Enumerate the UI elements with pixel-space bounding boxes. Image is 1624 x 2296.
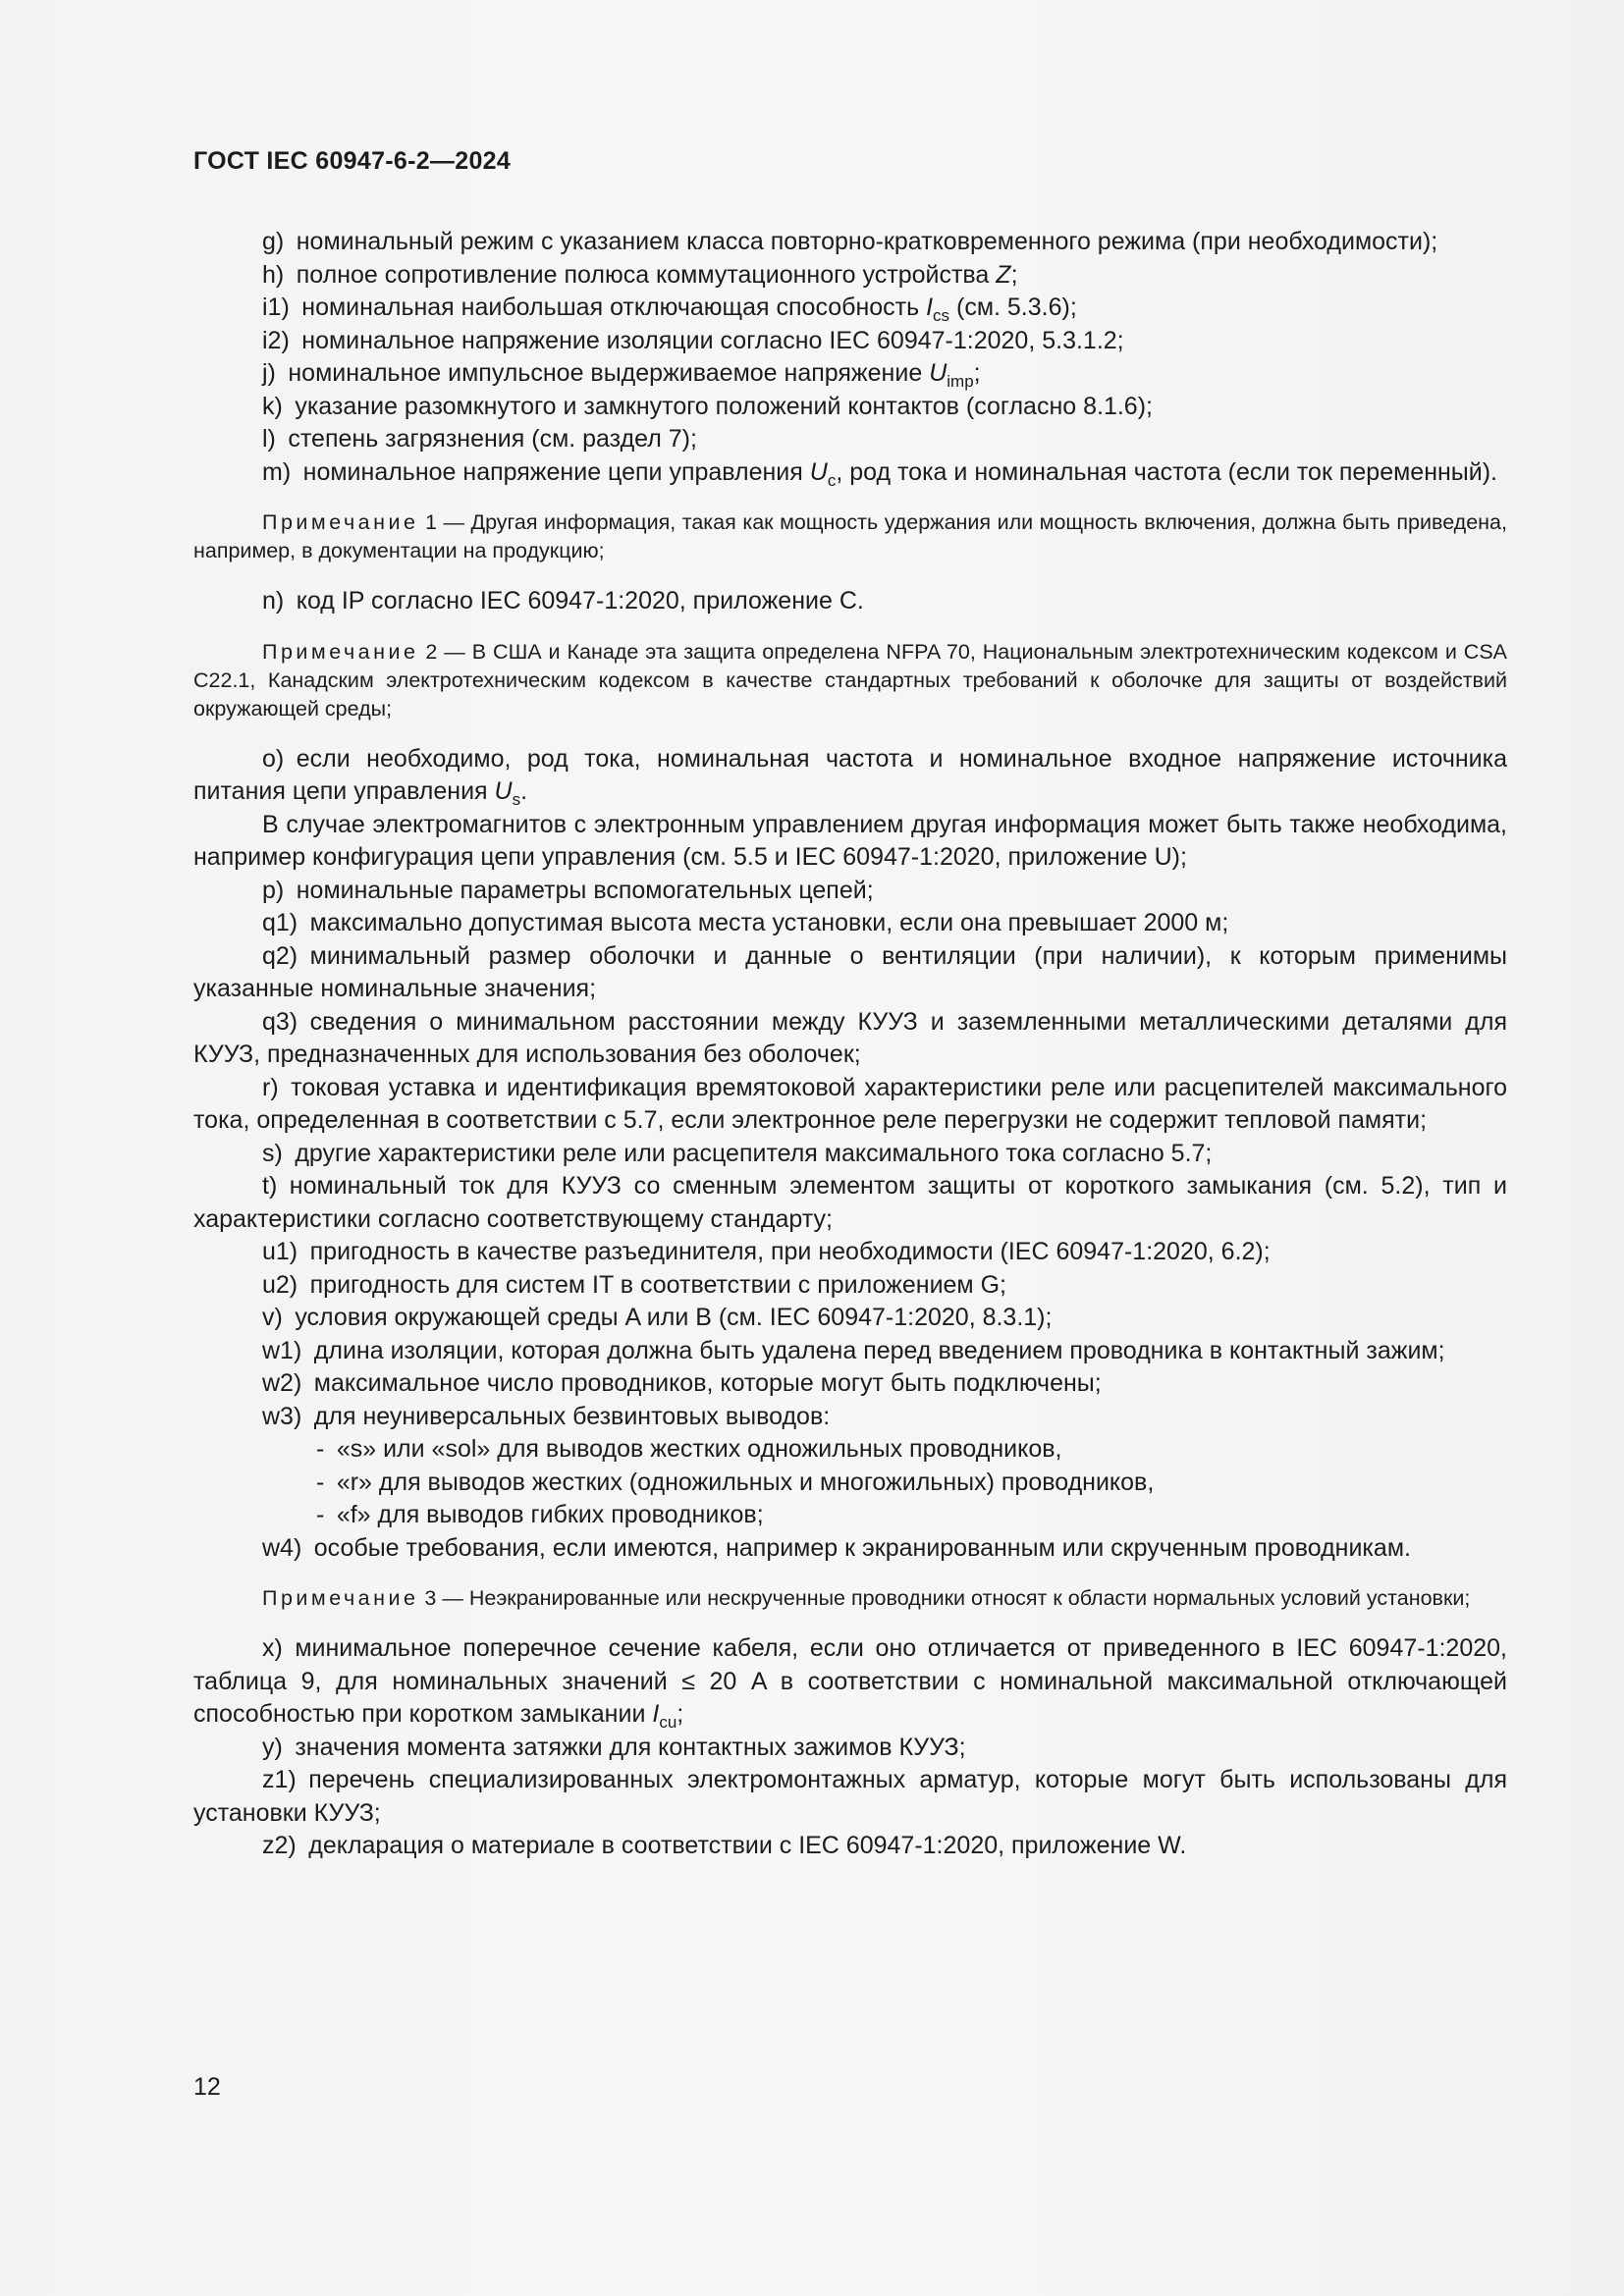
- note-2: Примечание 2 — В США и Канаде эта защита определена NFPA 70, Национальным электротехническим кодексом и CSA C22.1, Канадским электротехническим кодексом в качестве стандартных требований к оболочке для защиты от воздействий окружающей среды;: [193, 639, 1507, 721]
- note-3: Примечание 3 — Неэкранированные или нескрученные проводники относят к области нормальных условий установки;: [262, 1586, 1471, 1610]
- item-q2: q2) минимальный размер оболочки и данные о вентиляции (при наличии), к которым применимы указанные номинальные значения;: [193, 941, 1507, 1002]
- item-q1: q1) максимально допустимая высота места установки, если она превышает 2000 м;: [262, 909, 1229, 936]
- item-o: o) если необходимо, род тока, номинальная частота и номинальное входное напряжение источника питания цепи управления $U_s$.: [193, 744, 1507, 809]
- item-v: v) условия окружающей среды A или B (см. IEC 60947-1:2020, 8.3.1);: [262, 1304, 1053, 1331]
- item-w1: w1) длина изоляции, которая должна быть удалена перед введением проводника в контактный зажим;: [262, 1336, 1445, 1364]
- paragraph-electromagnets: В случае электромагнитов с электронным управлением другая информация может быть также необходима, например конфигурация цепи управления (см. 5.5 и IEC 60947-1:2020, приложение U);: [193, 810, 1507, 871]
- item-m: m) номинальное напряжение цепи управления $U_c$, род тока и номинальная частота (если ток переменный).: [262, 457, 1498, 490]
- item-i2: i2) номинальное напряжение изоляции согласно IEC 60947-1:2020, 5.3.1.2;: [262, 326, 1124, 354]
- item-t: t) номинальный ток для КУУЗ со сменным элементом защиты от короткого замыкания (см. 5.2), тип и характеристики согласно соответствующему стандарту;: [193, 1172, 1507, 1233]
- document-body: [193, 226, 1507, 1863]
- item-w4: w4) особые требования, если имеются, например к экранированным или скрученным проводникам.: [262, 1533, 1411, 1562]
- note-1: Примечание 1 — Другая информация, такая как мощность удержания или мощность включения, должна быть приведена, например, в документации на продукцию;: [193, 510, 1507, 562]
- item-z1: z1) перечень специализированных электромонтажных арматур, которые могут быть использованы для установки КУУЗ;: [193, 1766, 1507, 1827]
- item-w3: w3) для неуниверсальных безвинтовых выводов:: [262, 1402, 831, 1430]
- item-u2: u2) пригодность для систем IT в соответствии с приложением G;: [262, 1270, 1006, 1299]
- item-q3: q3) сведения о минимальном расстоянии между КУУЗ и заземленными металлическими деталями для КУУЗ, предназначенных для использования без оболочек;: [193, 1007, 1507, 1068]
- dash-item: - «f» для выводов гибких проводников;: [316, 1501, 764, 1528]
- item-u1: u1) пригодность в качестве разъединителя, при необходимости (IEC 60947-1:2020, 6.2);: [262, 1238, 1271, 1265]
- item-j: j) номинальное импульсное выдерживаемое напряжение $U_{imp}$;: [262, 359, 981, 391]
- item-n: n) код IP согласно IEC 60947-1:2020, приложение C.: [262, 587, 864, 614]
- item-p: p) номинальные параметры вспомогательных цепей;: [262, 876, 874, 904]
- dash-item: - «s» или «sol» для выводов жестких одножильных проводников,: [316, 1435, 1062, 1463]
- item-r: r) токовая уставка и идентификация времятоковой характеристики реле или расцепителей максимального тока, определенная в соответствии с 5.7, если электронное реле перегрузки не содержит тепловой памяти;: [193, 1073, 1507, 1134]
- document-header: ГОСТ IEC 60947-6-2—2024: [193, 147, 512, 175]
- page-number: 12: [193, 2073, 221, 2101]
- dash-item: - «r» для выводов жестких (одножильных и многожильных) проводников,: [316, 1468, 1155, 1496]
- item-l: l) степень загрязнения (см. раздел 7);: [262, 425, 697, 453]
- item-x: x) минимальное поперечное сечение кабеля, если оно отличается от приведенного в IEC 60947-1:2020, таблица 9, для номинальных значений ≤ 20 A в соответствии с номинальной максимальной отключающей способностью при коротком замыкании $I_{cu}$;: [193, 1634, 1507, 1732]
- item-z2: z2) декларация о материале в соответствии с IEC 60947-1:2020, приложение W.: [262, 1832, 1187, 1859]
- item-i1: i1) номинальная наибольшая отключающая способность $I_{cs}$ (см. 5.3.6);: [262, 294, 1077, 325]
- item-s: s) другие характеристики реле или расцепителя максимального тока согласно 5.7;: [262, 1139, 1213, 1167]
- item-g: g) номинальный режим с указанием класса повторно-кратковременного режима (при необходимости);: [262, 228, 1438, 255]
- item-w2: w2) максимальное число проводников, которые могут быть подключены;: [262, 1369, 1102, 1397]
- item-y: y) значения момента затяжки для контактных зажимов КУУЗ;: [262, 1733, 966, 1761]
- item-k: k) указание разомкнутого и замкнутого положений контактов (согласно 8.1.6);: [262, 392, 1153, 420]
- item-h: h) полное сопротивление полюса коммутационного устройства Z;: [262, 260, 1018, 289]
